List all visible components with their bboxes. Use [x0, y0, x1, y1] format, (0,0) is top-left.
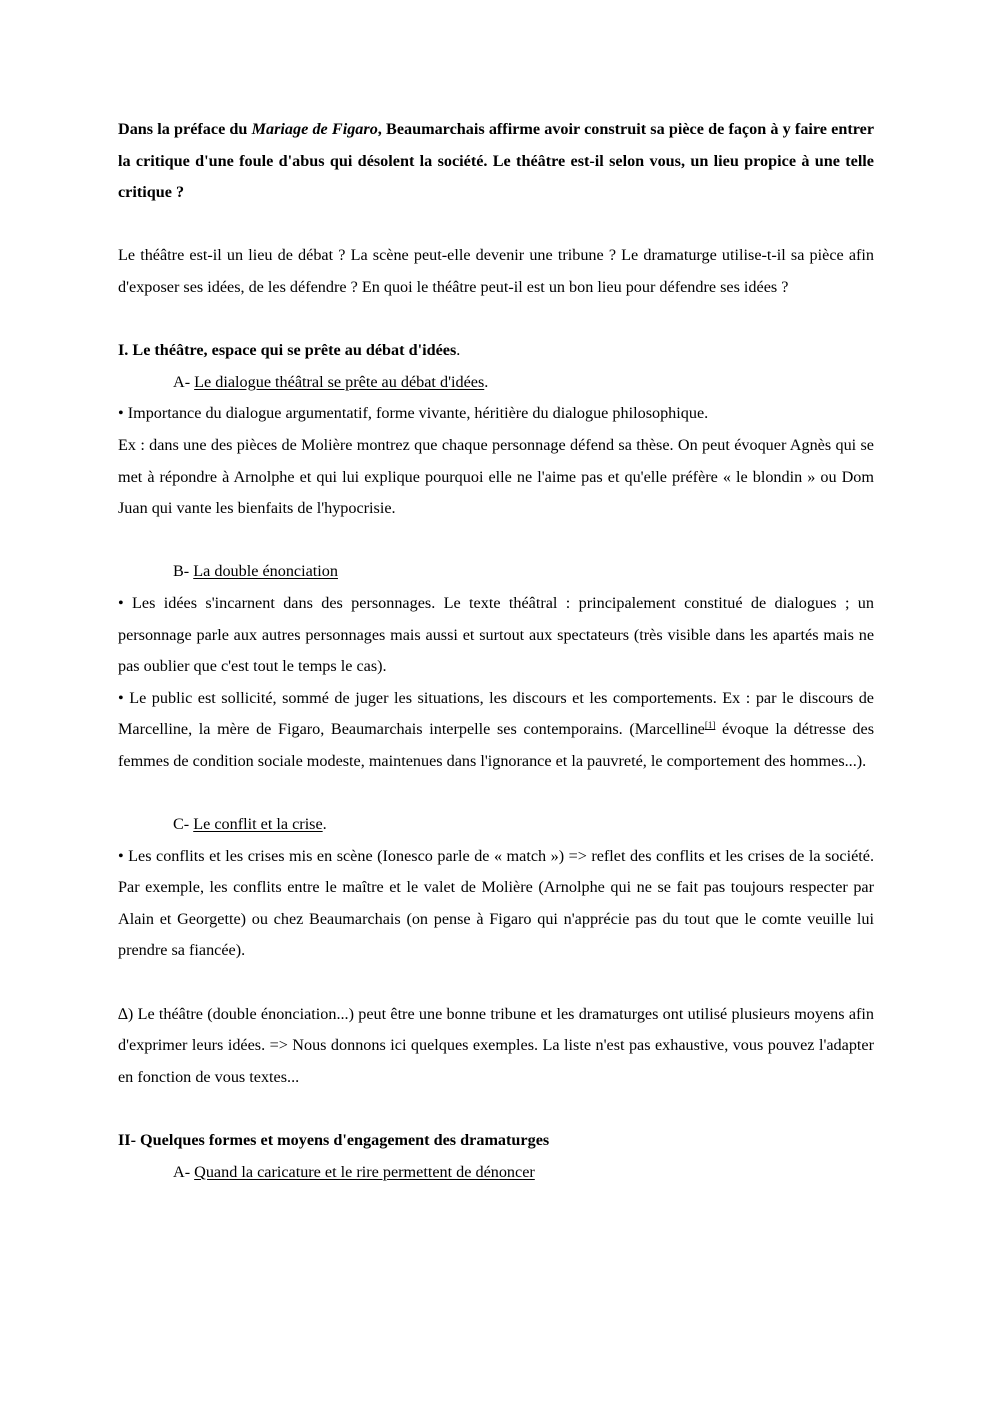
dissertation-question: Dans la préface du Mariage de Figaro, Beaumarchais affirme avoir construit sa pièce de façon à y faire entrer la critique d'une foule d'abus qui désolent la société. Le théâtre est-il selon vous, un lieu propice à une telle critique ?	[118, 120, 875, 202]
part1-b-bullet-2: • Le public est sollicité, sommé de juger les situations, les discours et les comportements. Ex : par le discours de Marcelline, la mère de Figaro, Beaumarchais interpelle ses contemporains. (Marcelline[1] évoque la détresse des femmes de condition sociale modeste, maintenues dans l'ignorance et la pauvreté, le comportement des hommes...).	[118, 688, 875, 770]
part1-b-bullet-1: • Les idées s'incarnent dans des personnages. Le texte théâtral : principalement constitué de dialogues ; un personnage parle aux autres personnages mais aussi et surtout aux spectateurs (très visible dans les apartés mais ne pas oublier que c'est tout le temps le cas).	[118, 593, 874, 676]
problematique-paragraph: Le théâtre est-il un lieu de débat ? La scène peut-elle devenir une tribune ? Le dramaturge utilise-t-il sa pièce afin d'exposer ses idées, de les défendre ? En quoi le théâtre peut-il est un bon lieu pour défendre ses idées ?	[118, 246, 874, 296]
work-title: Mariage de Figaro	[251, 120, 378, 138]
part1-subheading-b: B- La double énonciation	[173, 562, 338, 581]
part2-heading: II- Quelques formes et moyens d'engagement des dramaturges	[118, 1131, 550, 1149]
part1-a-bullet: • Importance du dialogue argumentatif, forme vivante, héritière du dialogue philosophique.	[118, 404, 709, 423]
part1-subheading-c: C- Le conflit et la crise.	[173, 815, 327, 834]
document-body	[118, 114, 874, 1188]
part2-subheading-a: A- Quand la caricature et le rire permettent de dénoncer	[173, 1162, 535, 1181]
part1-heading: I. Le théâtre, espace qui se prête au débat d'idées.	[118, 341, 461, 360]
footnote-link[interactable]: [1]	[704, 720, 716, 731]
part1-a-example: Ex : dans une des pièces de Molière montrez que chaque personnage défend sa thèse. On peut évoquer Agnès qui se met à répondre à Arnolphe et qui lui explique pourquoi elle ne l'aime pas et qu'elle préfère « le blondin » ou Dom Juan qui vante les bienfaits de l'hypocrisie.	[118, 435, 874, 518]
transition-paragraph: ∆) Le théâtre (double énonciation...) peut être une bonne tribune et les dramaturges ont utilisé plusieurs moyens afin d'exprimer leurs idées. => Nous donnons ici quelques exemples. La liste n'est pas exhaustive, vous pouvez l'adapter en fonction de vous textes...	[118, 1004, 874, 1086]
part1-c-bullet: • Les conflits et les crises mis en scène (Ionesco parle de « match ») => reflet des conflits et les crises de la société. Par exemple, les conflits entre le maître et le valet de Molière (Arnolphe qui ne se fait pas toujours respecter par Alain et Georgette) ou chez Beaumarchais (on pense à Figaro qui n'apprécie pas du tout que le comte veuille lui prendre sa fiancée).	[118, 846, 874, 960]
part1-subheading-a: A- Le dialogue théâtral se prête au débat d'idées.	[173, 372, 489, 391]
